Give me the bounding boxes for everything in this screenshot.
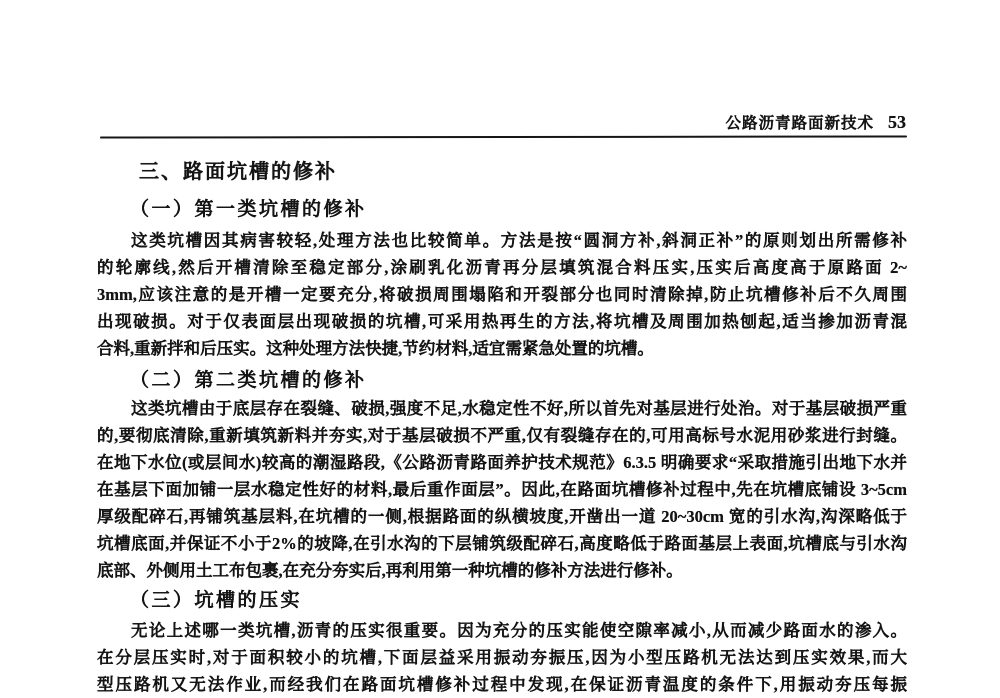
paragraph-section-3	[97, 617, 907, 698]
running-title: 公路沥青路面新技术	[725, 115, 874, 132]
header-rule	[100, 135, 907, 139]
subheading-section-3: （三）坑槽的压实	[130, 590, 303, 611]
text-line: 合料,重新拌和后压实。这种处理方法快捷,节约材料,适宜需紧急处置的坑槽。	[97, 339, 654, 358]
text-line: 厚级配碎石,再铺筑基层料,在坑槽的一侧,根据路面的纵横坡度,开凿出一道 20~30cm 宽的引水沟,沟深略低于	[97, 507, 907, 526]
subheading-section-1: （一）第一类坑槽的修补	[130, 199, 367, 220]
text-line: 在分层压实时,对于面积较小的坑槽,下面层益采用振动夯振压,因为小型压路机无法达到压实效果,而大	[97, 648, 907, 667]
text-line: 的轮廓线,然后开槽清除至稳定部分,涂刷乳化沥青再分层填筑混合料压实,压实后高度高于原路面 2~	[97, 258, 907, 277]
text-line: 出现破损。对于仅表面层出现破损的坑槽,可采用热再生的方法,将坑槽及周围加热刨起,适当掺加沥青混	[97, 312, 907, 331]
text-line-cut-off: 型压路机又无法作业,而经我们在路面坑槽修补过程中发现,在保证沥青温度的条件下,用振动夯压每振	[97, 675, 907, 694]
text-line: 这类坑槽因其病害较轻,处理方法也比较简单。方法是按“圆洞方补,斜洞正补”的原则划出所需修补	[131, 231, 907, 250]
paragraph-section-1	[97, 227, 907, 362]
text-line: 坑槽底面,并保证不小于2%的坡降,在引水沟的下层铺筑级配碎石,高度略低于路面基层上表面,坑槽底与引水沟	[97, 534, 907, 553]
text-line: 这类坑槽由于底层存在裂缝、破损,强度不足,水稳定性不好,所以首先对基层进行处治。对于基层破损严重	[131, 399, 907, 418]
text-line: 在地下水位(或层间水)较高的潮湿路段,《公路沥青路面养护技术规范》6.3.5 明确要求“采取措施引出地下水并	[97, 453, 907, 472]
text-line: 无论上述哪一类坑槽,沥青的压实很重要。因为充分的压实能使空隙率减小,从而减少路面水的渗入。	[131, 621, 907, 640]
running-header	[725, 111, 906, 133]
text-line: 的,要彻底清除,重新填筑新料并夯实,对于基层破损不严重,仅有裂缝存在的,可用高标号水泥用砂浆进行封缝。	[97, 426, 907, 445]
text-line: 在基层下面加铺一层水稳定性好的材料,最后重作面层”。因此,在路面坑槽修补过程中,先在坑槽底铺设 3~5cm	[97, 480, 907, 499]
text-line: 底部、外侧用土工布包裹,在充分夯实后,再利用第一种坑槽的修补方法进行修补。	[97, 561, 683, 580]
page-number: 53	[888, 112, 906, 132]
paragraph-section-2	[97, 395, 907, 584]
text-line: 3mm,应该注意的是开槽一定要充分,将破损周围塌陷和开裂部分也同时清除掉,防止坑槽修补后不久周围	[97, 285, 907, 304]
subheading-section-2: （二）第二类坑槽的修补	[130, 370, 367, 391]
main-heading: 三、路面坑槽的修补	[139, 161, 337, 183]
